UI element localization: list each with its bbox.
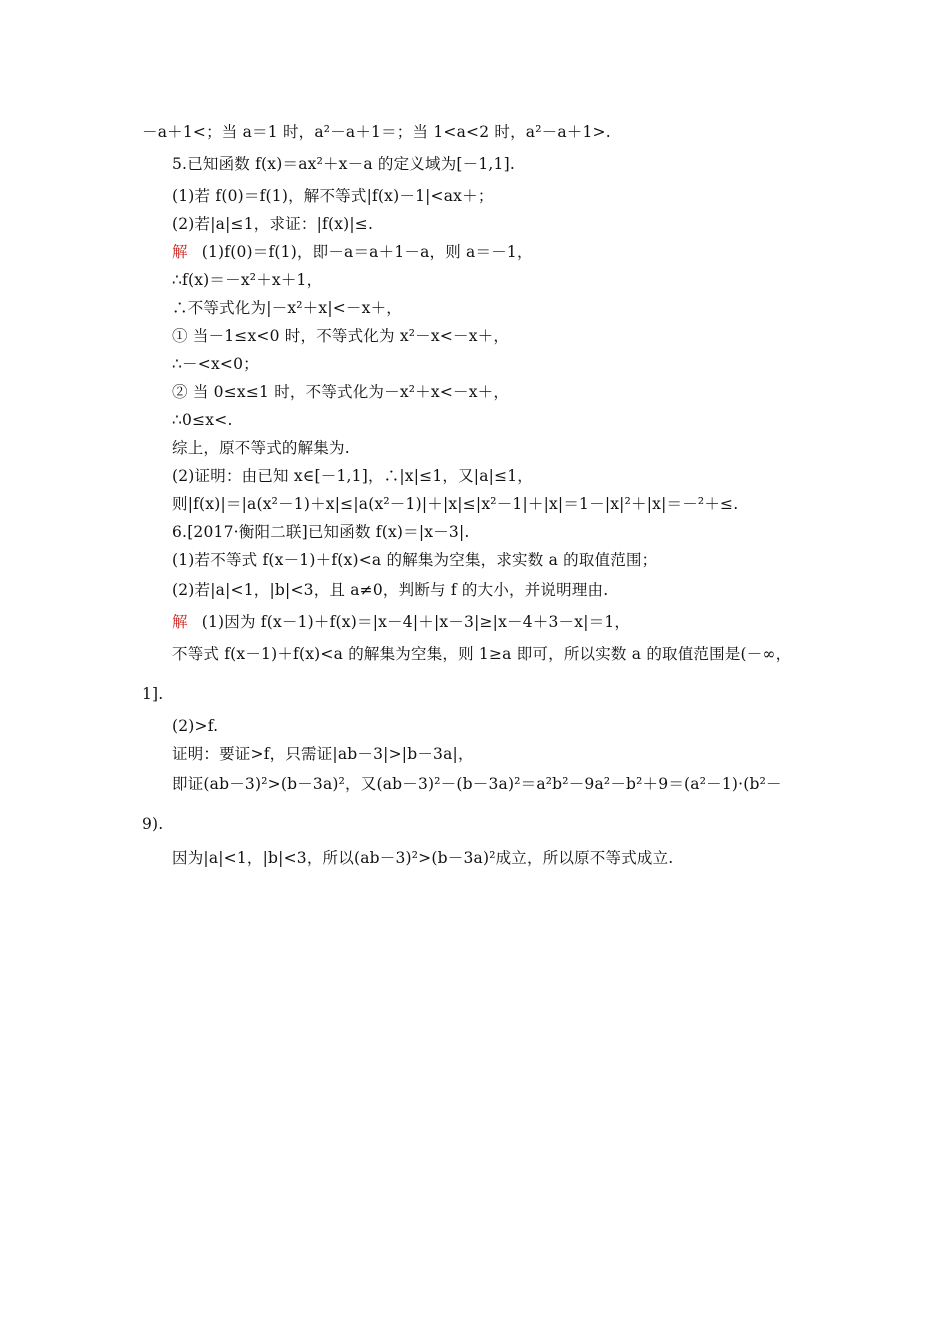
text-line: 综上，原不等式的解集为. [172, 439, 350, 457]
text-line: 证明：要证>f，只需证|ab－3|>|b－3a|， [172, 745, 474, 763]
text-line: (2)>f. [172, 717, 219, 735]
problem-5-part-2: (2)若|a|≤1，求证：|f(x)|≤. [172, 215, 374, 233]
text-line: ① 当－1≤x<0 时，不等式化为 x²－x<－x＋， [172, 327, 510, 345]
text-line: ∴不等式化为|－x²＋x|<－x＋， [172, 299, 402, 317]
text-line: 不等式 f(x－1)＋f(x)<a 的解集为空集，则 1≥a 即可，所以实数 a 的取值范围是(－∞， [172, 645, 792, 663]
text-line: 9). [142, 815, 164, 833]
text-line: 则|f(x)|＝|a(x²－1)＋x|≤|a(x²－1)|＋|x|≤|x²－1|＋|x|＝1－|x|²＋|x|＝－²＋≤. [172, 495, 739, 513]
text-line: ② 当 0≤x≤1 时，不等式化为－x²＋x<－x＋， [172, 383, 510, 401]
text-line: 即证(ab－3)²>(b－3a)²，又(ab－3)²－(b－3a)²＝a²b²－9a²－b²＋9＝(a²－1)·(b²－ [172, 775, 782, 793]
text-line: ∴f(x)＝－x²＋x＋1， [172, 271, 323, 289]
solution-line: 解 (1)f(0)＝f(1)，即－a＝a＋1－a，则 a＝－1， [172, 243, 533, 261]
solution-label: 解 [172, 613, 188, 631]
problem-6-part-2: (2)若|a|<1，|b|<3，且 a≠0，判断与 f 的大小，并说明理由. [172, 581, 609, 599]
text-line: 1]. [142, 685, 164, 703]
text-line: ∴－<x<0； [172, 355, 259, 373]
problem-6-statement: 6.[2017·衡阳二联]已知函数 f(x)＝|x－3|. [172, 523, 470, 541]
text-line: ∴0≤x<. [172, 411, 233, 429]
text-line: 因为|a|<1，|b|<3，所以(ab－3)²>(b－3a)²成立，所以原不等式成立. [172, 849, 674, 867]
text-line: (2)证明：由已知 x∈[－1,1]，∴|x|≤1，又|a|≤1， [172, 467, 534, 485]
solution-label: 解 [172, 243, 188, 261]
problem-5-statement: 5.已知函数 f(x)＝ax²＋x－a 的定义域为[－1,1]. [172, 155, 515, 173]
problem-6-part-1: (1)若不等式 f(x－1)＋f(x)<a 的解集为空集，求实数 a 的取值范围； [172, 551, 658, 569]
solution-line: 解 (1)因为 f(x－1)＋f(x)＝|x－4|＋|x－3|≥|x－4＋3－x|＝1， [172, 613, 631, 631]
problem-5-part-1: (1)若 f(0)＝f(1)，解不等式|f(x)－1|<ax＋； [172, 187, 494, 205]
text-line: －a＋1<；当 a＝1 时，a²－a＋1＝；当 1<a<2 时，a²－a＋1>. [142, 123, 611, 141]
